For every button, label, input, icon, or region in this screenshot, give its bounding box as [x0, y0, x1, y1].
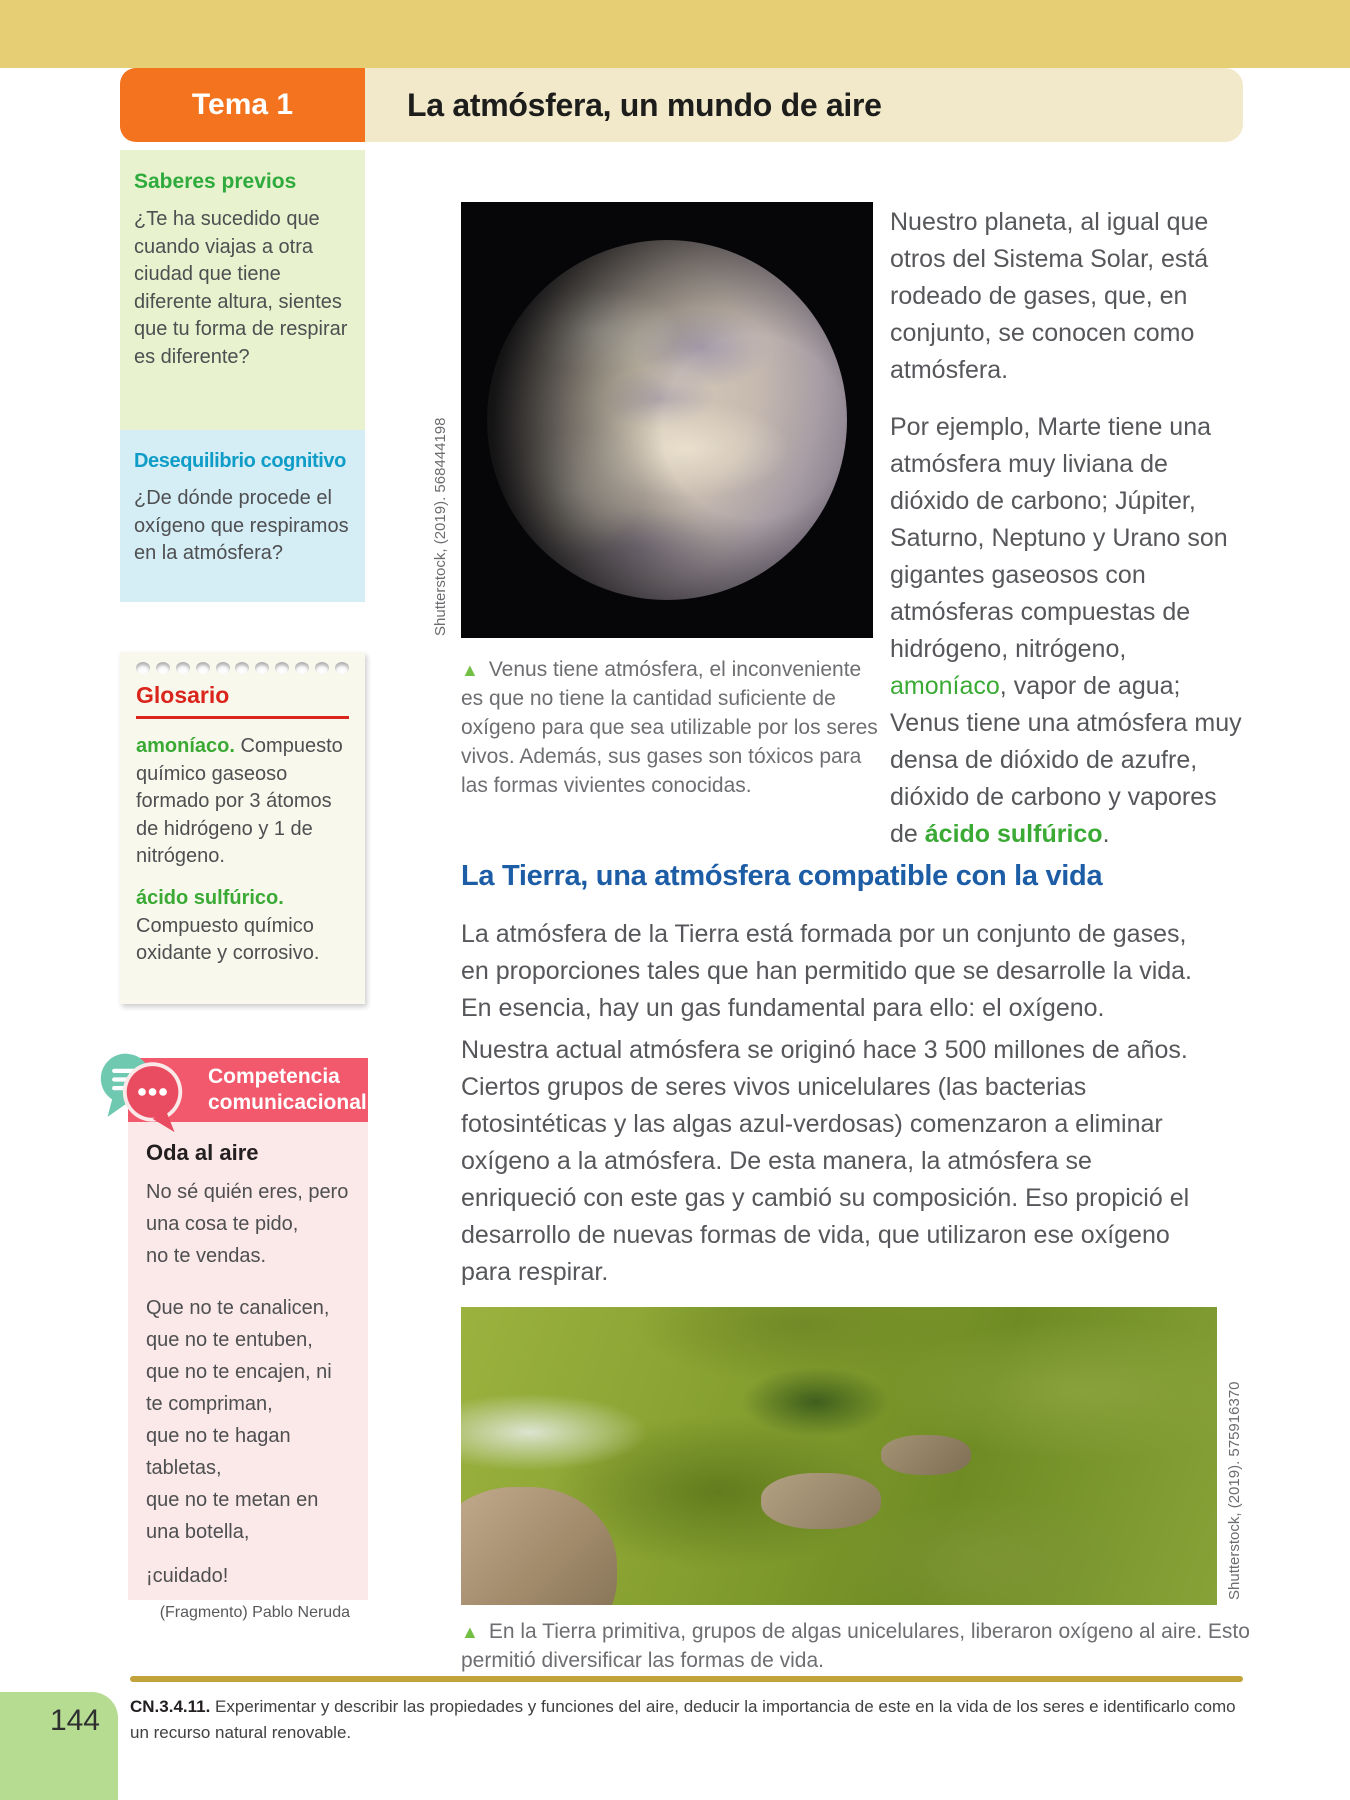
- glossary-term-link-acido-sulfurico: ácido sulfúrico: [924, 820, 1103, 848]
- section-paragraph-2: Nuestra actual atmósfera se originó hace 3 500 millones de años. Ciertos grupos de seres vivos unicelulares (las bacterias fotosintéticas y las algas azul-verdosas) comenzaron a eliminar oxígeno a la atmósfera. De esta manera, la atmósfera se enriqueció con este gas y cambió su composición. Eso propició el desarrollo de nuevas formas de vida, que utilizaron ese oxígeno para respirar.: [461, 1036, 1190, 1286]
- glossary-definition: Compuesto químico oxidante y corrosivo.: [136, 914, 320, 965]
- notebook-holes: [136, 662, 349, 674]
- competencia-heading-line1: Competencia: [208, 1065, 340, 1089]
- poem-line: que no te hagan tabletas,: [146, 1425, 291, 1479]
- glossary-entry: [136, 885, 349, 968]
- glossary-entry: [136, 733, 349, 871]
- tema-label: Tema 1: [191, 88, 294, 121]
- chat-bubbles-icon: [94, 1046, 190, 1136]
- notebook-hole: [156, 662, 170, 674]
- tema-tab: [120, 68, 365, 142]
- title-band: [365, 68, 1243, 142]
- notebook-hole: [235, 662, 249, 674]
- competencia-heading-line2: comunicacional: [208, 1091, 367, 1114]
- footer-divider: [130, 1676, 1243, 1682]
- section-heading: La Tierra, una atmósfera compatible con la vida: [461, 860, 1103, 892]
- saberes-previos-heading: Saberes previos: [134, 170, 297, 193]
- glosario-heading: Glosario: [136, 682, 349, 719]
- notebook-hole: [196, 662, 210, 674]
- notebook-hole: [295, 662, 309, 674]
- curriculum-code: CN.3.4.11.: [130, 1697, 211, 1716]
- notebook-hole: [275, 662, 289, 674]
- venus-caption: [461, 656, 881, 801]
- poem-attribution: (Fragmento) Pablo Neruda: [159, 1604, 350, 1621]
- saberes-previos-body: ¿Te ha sucedido que cuando viajas a otra ciudad que tiene diferente altura, sientes que tu forma de respirar es diferente?: [134, 208, 348, 368]
- intro-column: [890, 204, 1248, 853]
- notebook-hole: [176, 662, 190, 674]
- glossary-term-link-amoniaco: amoníaco: [890, 672, 1000, 700]
- algae-caption: [461, 1618, 1251, 1676]
- notebook-hole: [136, 662, 150, 674]
- page-title: La atmósfera, un mundo de aire: [407, 86, 882, 123]
- intro-p2-text: .: [1102, 820, 1110, 848]
- intro-paragraph-2: [890, 409, 1248, 853]
- competencia-body: [128, 1122, 368, 1621]
- notebook-hole: [216, 662, 230, 674]
- poem-line: que no te metan en una botella,: [146, 1489, 319, 1543]
- poem-line: una cosa te pido,: [146, 1213, 299, 1235]
- poem-exclaim: ¡cuidado!: [146, 1565, 229, 1587]
- desequilibrio-body: ¿De dónde procede el oxígeno que respiramos en la atmósfera?: [134, 487, 349, 565]
- intro-paragraph-1: Nuestro planeta, al igual que otros del Sistema Solar, está rodeado de gases, que, en conjunto, se conocen como atmósfera.: [890, 208, 1209, 384]
- algae-photo-credit: Shutterstock, (2019). 575916370: [1226, 1381, 1243, 1600]
- algae-photo-rock: [761, 1473, 881, 1529]
- algae-photo-vegetation: [741, 1367, 891, 1437]
- poem-stanza-2: [146, 1292, 350, 1548]
- section-paragraph-1: La atmósfera de la Tierra está formada por un conjunto de gases, en proporciones tales que han permitido que se desarrolle la vida. En esencia, hay un gas fundamental para ello: el oxígeno.: [461, 920, 1193, 1022]
- notebook-hole: [255, 662, 269, 674]
- poem-line: No sé quién eres, pero: [146, 1181, 349, 1203]
- algae-photo: [461, 1307, 1217, 1605]
- intro-p2-text: , vapor de agua; Venus tiene una atmósfera muy densa de dióxido de azufre, dióxido de carbono y vapores de: [890, 672, 1242, 848]
- venus-planet-graphic: [487, 240, 847, 600]
- desequilibrio-box: [120, 430, 365, 602]
- top-color-band: [0, 0, 1350, 68]
- algae-photo-rock: [881, 1435, 971, 1475]
- caption-marker-icon: ▲: [461, 1622, 479, 1642]
- notebook-hole: [315, 662, 329, 674]
- curriculum-text: Experimentar y describir las propiedades y funciones del aire, deducir la importancia de este en la vida de los seres e identificarlo como un recurso natural renovable.: [130, 1697, 1236, 1742]
- poem-title: Oda al aire: [146, 1140, 259, 1165]
- poem-line: que no te encajen, ni te compriman,: [146, 1361, 332, 1415]
- saberes-previos-box: [120, 150, 365, 430]
- page-number-tab: [0, 1692, 118, 1800]
- caption-marker-icon: ▲: [461, 660, 479, 680]
- curriculum-standard: [130, 1694, 1243, 1745]
- glossary-term: amoníaco.: [136, 735, 235, 757]
- poem-line: que no te entuben,: [146, 1329, 313, 1351]
- poem-line: no te vendas.: [146, 1245, 267, 1267]
- poem-line: Que no te canalicen,: [146, 1297, 330, 1319]
- notebook-hole: [335, 662, 349, 674]
- algae-photo-rock: [461, 1487, 617, 1605]
- intro-p2-text: Por ejemplo, Marte tiene una atmósfera muy liviana de dióxido de carbono; Júpiter, Saturno, Neptuno y Urano son gigantes gaseosos con atmósferas compuestas de hidrógeno, nitrógeno,: [890, 413, 1228, 663]
- algae-caption-text: En la Tierra primitiva, grupos de algas unicelulares, liberaron oxígeno al aire. Esto permitió diversificar las formas de vida.: [461, 1620, 1250, 1672]
- venus-caption-text: Venus tiene atmósfera, el inconveniente es que no tiene la cantidad suficiente de oxígeno para que sea utilizable por los seres vivos. Además, sus gases son tóxicos para las formas vivientes conocidas.: [461, 658, 878, 797]
- glossary-definition: Compuesto químico gaseoso formado por 3 átomos de hidrógeno y 1 de nitrógeno.: [136, 735, 343, 868]
- poem-stanza-1: [146, 1176, 350, 1272]
- venus-photo: [461, 202, 873, 638]
- glosario-box: [120, 652, 365, 1004]
- venus-photo-credit: Shutterstock, (2019). 568444198: [432, 417, 449, 636]
- desequilibrio-heading: Desequilibrio cognitivo: [134, 450, 346, 472]
- glossary-term: ácido sulfúrico.: [136, 886, 284, 909]
- page-number: 144: [49, 1704, 100, 1737]
